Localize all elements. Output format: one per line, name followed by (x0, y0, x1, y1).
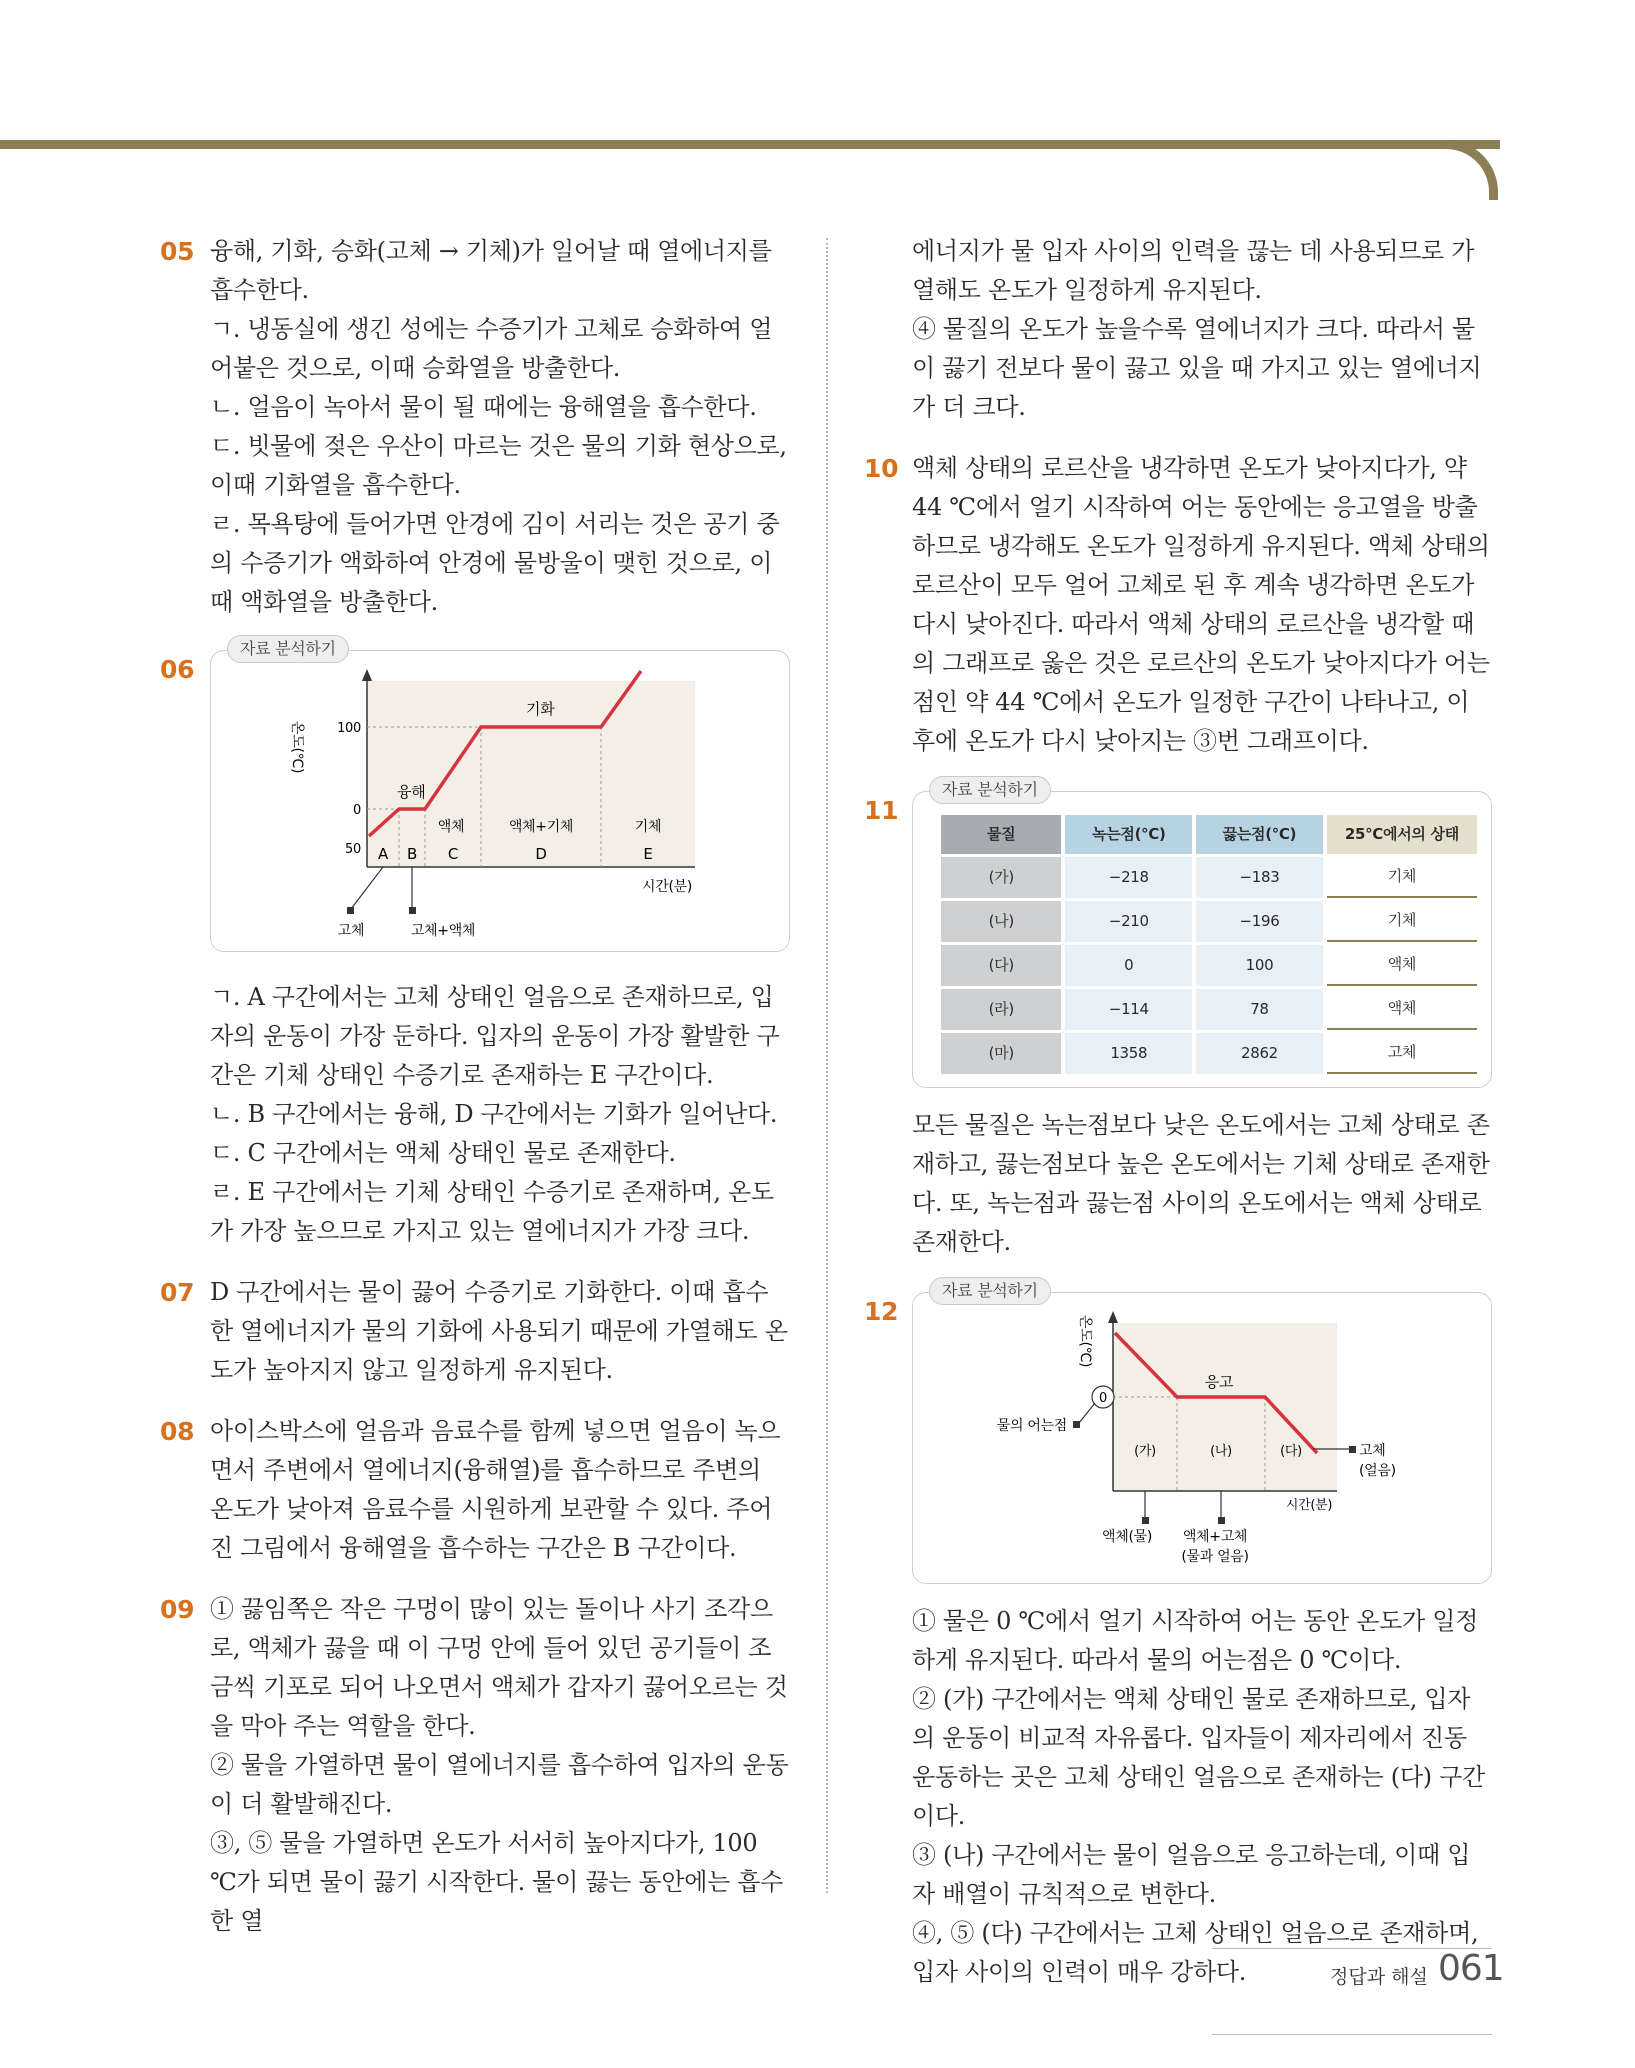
cell-substance: (라) (941, 989, 1061, 1030)
cell-state: 액체 (1327, 989, 1477, 1030)
answer-text: ㄹ. E 구간에서는 기체 상태인 수증기로 존재하며, 온도가 가장 높으므로 가지고 있는 열에너지가 가장 크다. (210, 1178, 774, 1245)
answer-11 (864, 780, 1492, 1262)
answer-text: ③ (나) 구간에서는 물이 얼음으로 응고하는데, 이때 입자 배열이 규칙적으로 변한다. (912, 1841, 1471, 1908)
label-freezing-point: 물의 어는점 (996, 1418, 1067, 1434)
answer-text: ㄱ. A 구간에서는 고체 상태인 얼음으로 존재하므로, 입자의 운동이 가장 둔하다. 입자의 운동이 가장 활발한 구간은 기체 상태인 수증기로 존재하는 E 구간이다. (210, 983, 780, 1089)
data-analysis-box (912, 1281, 1492, 1584)
y-tick-100: 100 (337, 721, 361, 736)
question-number: 08 (160, 1417, 195, 1446)
answer-text: ㄴ. 얼음이 녹아서 물이 될 때에는 융해열을 흡수한다. (210, 393, 757, 421)
answer-text: ④ 물질의 온도가 높을수록 열에너지가 크다. 따라서 물이 끓기 전보다 물이 끓고 있을 때 가지고 있는 열에너지가 더 크다. (912, 315, 1482, 421)
answer-text: ㄷ. 빗물에 젖은 우산이 마르는 것은 물의 기화 현상으로, 이때 기화열을 흡수한다. (210, 432, 787, 499)
answer-text: D 구간에서는 물이 끓어 수증기로 기화한다. 이때 흡수한 열에너지가 물의 기화에 사용되기 때문에 가열해도 온도가 높아지지 않고 일정하게 유지된다. (210, 1278, 788, 1384)
footer-rule-bottom (1212, 2034, 1492, 2035)
y-axis-arrow (362, 669, 372, 681)
graph-plot-area (1113, 1323, 1337, 1491)
label-vaporization: 기화 (526, 700, 555, 718)
data-analysis-tag: 자료 분석하기 (227, 635, 349, 663)
answer-text: 아이스박스에 얼음과 음료수를 함께 넣으면 얼음이 녹으면서 주변에서 열에너지(융해열)를 흡수하므로 주변의 온도가 낮아져 음료수를 시원하게 보관할 수 있다. 주어진 그림에서 융해열을 흡수하는 구간은 B 구간이다. (210, 1417, 781, 1562)
cell-substance: (마) (941, 1033, 1061, 1074)
cooling-curve-graph (913, 1293, 1489, 1583)
page-number: 061 (1438, 1948, 1504, 1989)
right-column (864, 232, 1492, 2014)
label-solid: 고체 (1359, 1443, 1386, 1459)
answer-text: ㄱ. 냉동실에 생긴 성에는 수증기가 고체로 승화하여 얼어붙은 것으로, 이때 승화열을 방출한다. (210, 315, 773, 382)
y-tick-0: 0 (353, 803, 361, 818)
answer-text: ㄹ. 목욕탕에 들어가면 안경에 김이 서리는 것은 공기 중의 수증기가 액화하여 안경에 물방울이 맺힌 것으로, 이때 액화열을 방출한다. (210, 510, 780, 616)
label-solid: 고체 (337, 923, 365, 939)
answer-text: 융해, 기화, 승화(고체 → 기체)가 일어날 때 열에너지를 흡수한다. (210, 237, 772, 304)
segment-c: C (447, 845, 459, 863)
answer-10 (864, 449, 1492, 761)
cell-substance: (나) (941, 901, 1061, 942)
question-number: 07 (160, 1278, 195, 1307)
question-number: 05 (160, 237, 195, 266)
answer-05 (158, 232, 790, 622)
left-column (158, 232, 790, 1963)
answer-09-continued (912, 232, 1492, 427)
question-number: 10 (864, 454, 899, 483)
label-solidification: 응고 (1204, 1373, 1234, 1391)
col-header: 녹는점(℃) (1065, 815, 1192, 854)
answer-text: ③, ⑤ 물을 가열하면 온도가 서서히 높아지다가, 100 ℃가 되면 물이 끓기 시작한다. 물이 끓는 동안에는 흡수한 열 (210, 1829, 784, 1935)
answer-08 (158, 1412, 790, 1568)
answer-09 (158, 1590, 790, 1941)
col-header: 물질 (941, 815, 1061, 854)
cell-melting-point: −218 (1065, 857, 1192, 898)
segment-d: D (535, 845, 547, 863)
answer-text: ㄷ. C 구간에서는 액체 상태인 물로 존재한다. (210, 1139, 676, 1167)
y-axis-arrow (1108, 1311, 1118, 1323)
cell-melting-point: −210 (1065, 901, 1192, 942)
answer-text: ② 물을 가열하면 물이 열에너지를 흡수하여 입자의 운동이 더 활발해진다. (210, 1751, 789, 1818)
cell-melting-point: −114 (1065, 989, 1192, 1030)
table-row (941, 857, 1477, 898)
region-label-e: 기체 (634, 819, 662, 835)
data-analysis-box (912, 780, 1492, 1088)
answer-text: ② (가) 구간에서는 액체 상태인 물로 존재하므로, 입자의 운동이 비교적 자유롭다. 입자들이 제자리에서 진동 운동하는 곳은 고체 상태인 얼음으로 존재하는 (다) 구간이다. (912, 1685, 1485, 1830)
cell-substance: (다) (941, 945, 1061, 986)
table-row (941, 945, 1477, 986)
cell-boiling-point: −196 (1196, 901, 1323, 942)
segment-b: B (407, 845, 417, 863)
answer-12 (864, 1281, 1492, 1992)
label-liquid: 액체(물) (1102, 1529, 1152, 1545)
x-axis-label: 시간(분) (642, 879, 692, 895)
segment-e: E (643, 845, 653, 863)
question-number: 09 (160, 1595, 195, 1624)
region-label-c: 액체 (437, 819, 465, 835)
cell-state: 기체 (1327, 901, 1477, 942)
cell-boiling-point: 100 (1196, 945, 1323, 986)
answer-text: ④, ⑤ (다) 구간에서는 고체 상태인 얼음으로 존재하며, 입자 사이의 인력이 매우 강하다. (912, 1919, 1479, 1986)
cell-melting-point: 0 (1065, 945, 1192, 986)
y-axis-label: 온도(℃) (289, 721, 305, 774)
cell-state: 액체 (1327, 945, 1477, 986)
heating-curve-graph (211, 651, 791, 951)
header-rule-curve (1440, 140, 1498, 200)
col-header: 끓는점(℃) (1196, 815, 1323, 854)
label-solid-sub: (얼음) (1359, 1463, 1396, 1479)
label-liquid-solid: 액체+고체 (1182, 1529, 1248, 1545)
y-tick-0: 0 (1099, 1391, 1107, 1406)
x-axis-label: 시간(분) (1285, 1498, 1333, 1513)
cell-boiling-point: 2862 (1196, 1033, 1323, 1074)
segment-da: (다) (1280, 1444, 1302, 1459)
label-solid-liquid: 고체+액체 (410, 923, 476, 939)
header-rule (0, 140, 1500, 149)
col-header: 25℃에서의 상태 (1327, 815, 1477, 854)
answer-text: ㄴ. B 구간에서는 융해, D 구간에서는 기화가 일어난다. (210, 1100, 778, 1128)
answer-07 (158, 1273, 790, 1390)
data-analysis-tag: 자료 분석하기 (929, 1277, 1051, 1305)
cell-substance: (가) (941, 857, 1061, 898)
answer-06 (158, 639, 790, 1251)
answer-text: ① 물은 0 ℃에서 얼기 시작하여 어는 동안 온도가 일정하게 유지된다. 따라서 물의 어는점은 0 ℃이다. (912, 1607, 1478, 1674)
column-divider (826, 238, 828, 1893)
table-row (941, 901, 1477, 942)
segment-na: (나) (1210, 1444, 1232, 1459)
segment-ga: (가) (1134, 1444, 1156, 1459)
y-axis-label: 온도(℃) (1077, 1315, 1093, 1368)
cell-state: 고체 (1327, 1033, 1477, 1074)
answer-text: 에너지가 물 입자 사이의 인력을 끊는 데 사용되므로 가열해도 온도가 일정하게 유지된다. (912, 237, 1475, 304)
cell-boiling-point: 78 (1196, 989, 1323, 1030)
label-melting: 융해 (397, 783, 426, 801)
table-row (941, 989, 1477, 1030)
question-number: 11 (864, 796, 899, 825)
data-analysis-tag: 자료 분석하기 (929, 776, 1051, 804)
cell-state: 기체 (1327, 857, 1477, 898)
y-tick-minus50: 50 (345, 842, 361, 857)
question-number: 12 (864, 1297, 899, 1326)
cell-melting-point: 1358 (1065, 1033, 1192, 1074)
answer-text: ① 끓임쪽은 작은 구멍이 많이 있는 돌이나 사기 조각으로, 액체가 끓을 때 이 구멍 안에 들어 있던 공기들이 조금씩 기포로 되어 나오면서 액체가 갑자기 끓어오르는 것을 막아 주는 역할을 한다. (210, 1595, 788, 1740)
answer-text: 모든 물질은 녹는점보다 낮은 온도에서는 고체 상태로 존재하고, 끓는점보다 높은 온도에서는 기체 상태로 존재한다. 또, 녹는점과 끓는점 사이의 온도에서는 액체 상태로 존재한다. (912, 1111, 1490, 1256)
table-row (941, 1033, 1477, 1074)
label-liquid-solid-sub: (물과 얼음) (1181, 1549, 1249, 1565)
answer-text: 액체 상태의 로르산을 냉각하면 온도가 낮아지다가, 약 44 ℃에서 얼기 시작하여 어는 동안에는 응고열을 방출하므로 냉각해도 온도가 일정하게 유지된다. 액체 상태의 로르산이 모두 얼어 고체로 된 후 계속 냉각하면 온도가 다시 낮아진다. 따라서 액체 상태의 로르산을 냉각할 때의 그래프로 옳은 것은 로르산의 온도가 낮아지다가 어는점인 약 44 ℃에서 온도가 일정한 구간이 나타나고, 이후에 온도가 다시 낮아지는 ③번 그래프이다. (912, 454, 1490, 755)
segment-a: A (378, 845, 388, 863)
data-analysis-box (210, 639, 790, 952)
substance-table (937, 812, 1481, 1077)
region-label-d: 액체+기체 (508, 819, 574, 835)
question-number: 06 (160, 655, 195, 684)
footer-label: 정답과 해설 (1330, 1966, 1428, 1988)
cell-boiling-point: −183 (1196, 857, 1323, 898)
